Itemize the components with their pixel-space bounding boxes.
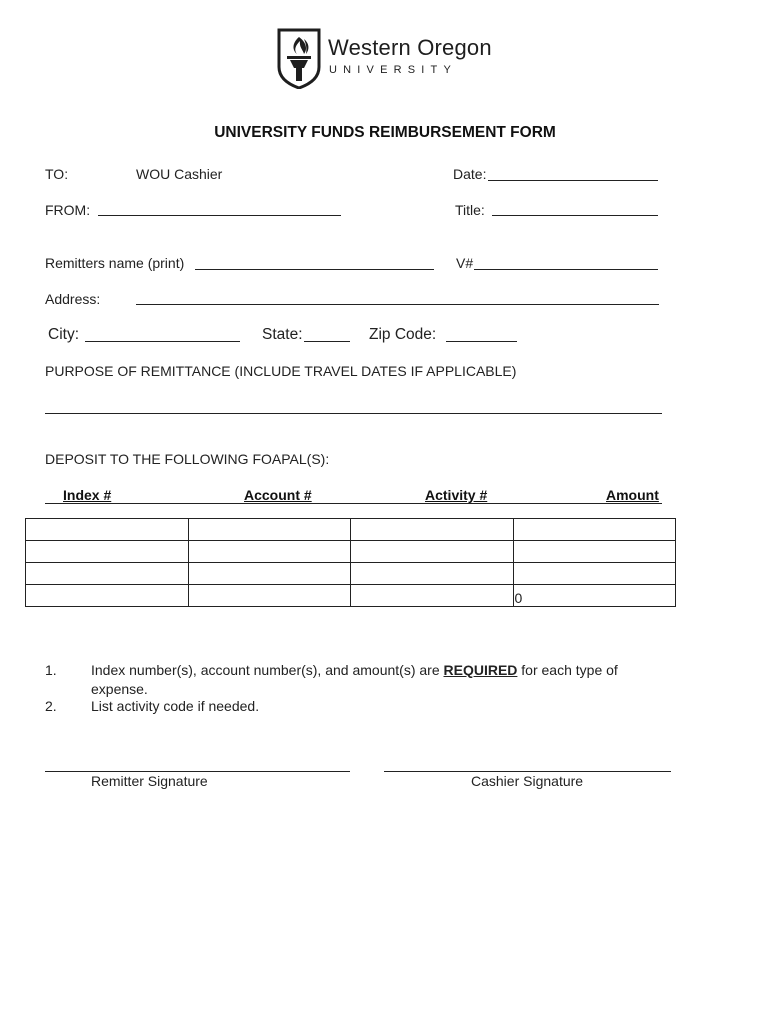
note-1-text: Index number(s), account number(s), and amount(s) are REQUIRED for each type of: [91, 662, 618, 678]
amount-cell[interactable]: [513, 519, 676, 541]
activity-cell[interactable]: [351, 519, 514, 541]
date-field[interactable]: [488, 180, 658, 181]
header-index: Index #: [63, 487, 112, 503]
header-amount: Amount: [606, 487, 659, 503]
city-label: City:: [48, 326, 79, 343]
title-label: Title:: [455, 202, 485, 218]
from-label: FROM:: [45, 202, 91, 218]
table-row: [26, 519, 676, 541]
zip-label: Zip Code:: [369, 326, 437, 343]
header-account: Account #: [244, 487, 312, 503]
city-field[interactable]: [85, 341, 240, 342]
purpose-label: PURPOSE OF REMITTANCE (INCLUDE TRAVEL DATES IF APPLICABLE): [45, 363, 517, 379]
from-field[interactable]: [98, 215, 341, 216]
amount-total-cell[interactable]: 0: [513, 585, 676, 607]
amount-cell[interactable]: [513, 563, 676, 585]
remitter-label: Remitters name (print): [45, 255, 185, 271]
table-row: [26, 541, 676, 563]
table-row: [26, 563, 676, 585]
date-label: Date:: [453, 166, 487, 182]
activity-cell[interactable]: [351, 541, 514, 563]
university-logo: [276, 27, 506, 89]
state-field[interactable]: [304, 341, 350, 342]
to-label: TO:: [45, 166, 69, 182]
required-emphasis: REQUIRED: [443, 662, 518, 678]
account-cell[interactable]: [188, 519, 351, 541]
amount-cell[interactable]: [513, 541, 676, 563]
remitter-signature-label: Remitter Signature: [91, 773, 208, 789]
header-underline: [45, 503, 662, 504]
form-title: UNIVERSITY FUNDS REIMBURSEMENT FORM: [214, 124, 556, 141]
activity-cell[interactable]: [351, 563, 514, 585]
remitter-signature-line[interactable]: [45, 771, 350, 772]
account-cell[interactable]: [188, 585, 351, 607]
note-1-number: 1.: [45, 662, 57, 678]
address-label: Address:: [45, 291, 101, 307]
torch-icon: [276, 27, 322, 89]
index-cell[interactable]: [26, 541, 189, 563]
note-2-text: List activity code if needed.: [91, 698, 260, 714]
deposit-label: DEPOSIT TO THE FOLLOWING FOAPAL(S):: [45, 451, 330, 467]
activity-cell[interactable]: [351, 585, 514, 607]
account-cell[interactable]: [188, 563, 351, 585]
vnumber-field[interactable]: [474, 269, 658, 270]
purpose-field[interactable]: [45, 413, 662, 414]
header-activity: Activity #: [425, 487, 488, 503]
note-1-continuation: expense.: [91, 681, 148, 697]
remitter-field[interactable]: [195, 269, 434, 270]
to-value: WOU Cashier: [136, 166, 223, 182]
index-cell[interactable]: [26, 519, 189, 541]
table-row: [26, 585, 676, 607]
vnumber-label: V#: [456, 255, 474, 271]
cashier-signature-label: Cashier Signature: [471, 773, 584, 789]
foapal-table: [25, 518, 676, 607]
account-cell[interactable]: [188, 541, 351, 563]
state-label: State:: [262, 326, 303, 343]
zip-field[interactable]: [446, 341, 517, 342]
title-field[interactable]: [492, 215, 658, 216]
address-field[interactable]: [136, 304, 659, 305]
cashier-signature-line[interactable]: [384, 771, 671, 772]
index-cell[interactable]: [26, 585, 189, 607]
logo-subtitle: UNIVERSITY: [329, 64, 458, 76]
note-2-number: 2.: [45, 698, 57, 714]
index-cell[interactable]: [26, 563, 189, 585]
logo-wordmark: Western Oregon: [328, 35, 492, 60]
